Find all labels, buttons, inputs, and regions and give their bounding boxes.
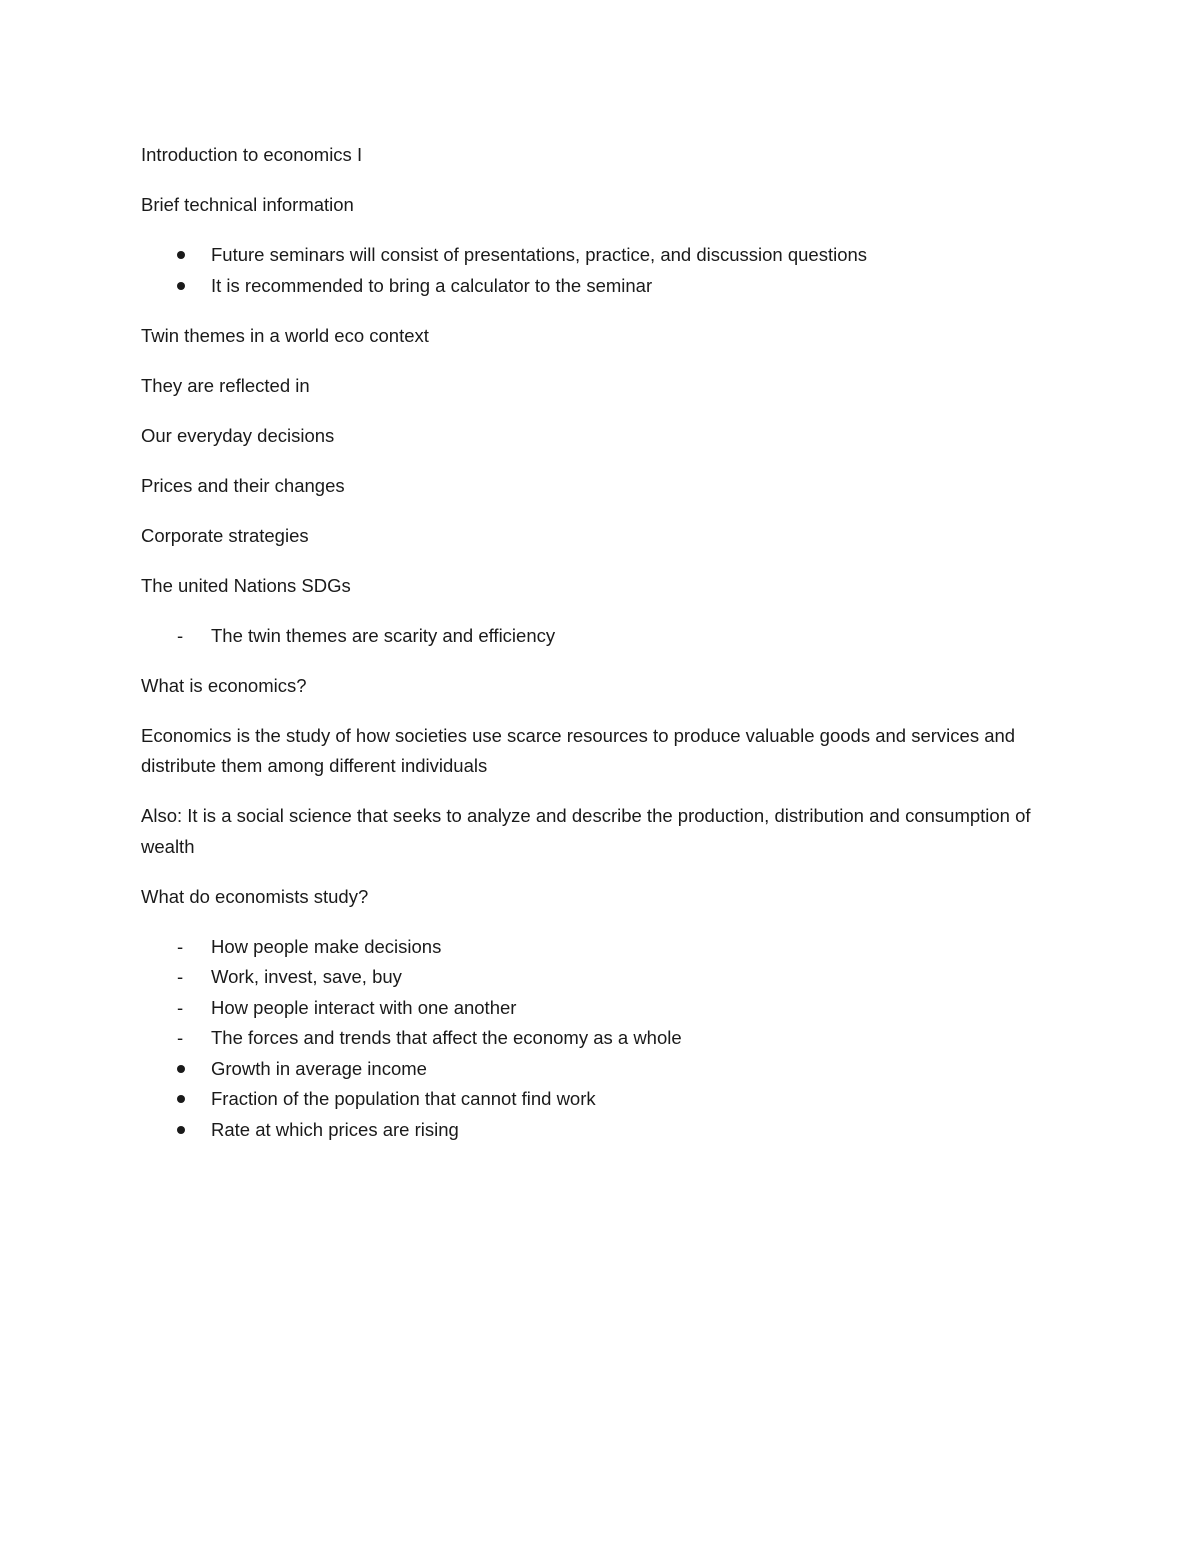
- paragraph-sdgs: The united Nations SDGs: [141, 574, 351, 596]
- paragraph-reflected-in: They are reflected in: [141, 374, 310, 396]
- list-item: [141, 1054, 1071, 1085]
- list-item: [141, 271, 1071, 302]
- paragraph-definition: Economics is the study of how societies use scarce resources to produce valuable goods and services and distribute them among different individuals: [141, 724, 1016, 776]
- paragraph-prices: Prices and their changes: [141, 474, 345, 496]
- list-item: [141, 621, 1071, 652]
- list-item: [141, 1115, 1071, 1146]
- list-item: [141, 1084, 1071, 1115]
- paragraph-corporate: Corporate strategies: [141, 524, 309, 546]
- section-heading-twin-themes: Twin themes in a world eco context: [141, 324, 429, 346]
- list-item: [141, 1023, 1071, 1054]
- paragraph-also: Also: It is a social science that seeks to analyze and describe the production, distribution and consumption of wealth: [141, 805, 1031, 857]
- document-body: [141, 140, 1071, 1165]
- economists-study-list: [141, 932, 1071, 1146]
- list-item: [141, 993, 1071, 1024]
- section-heading-technical: Brief technical information: [141, 194, 354, 215]
- list-item-text: It is recommended to bring a calculator to the seminar: [211, 274, 653, 296]
- list-item: [141, 962, 1071, 993]
- list-item-text: Fraction of the population that cannot find work: [211, 1088, 596, 1109]
- list-item-text: Growth in average income: [211, 1057, 427, 1079]
- list-item-text: The twin themes are scarity and efficiency: [211, 624, 556, 646]
- document-title: Introduction to economics I: [141, 144, 363, 165]
- list-item-text: Rate at which prices are rising: [211, 1118, 459, 1140]
- technical-info-list: [141, 240, 1071, 301]
- list-item-text: How people interact with one another: [211, 996, 517, 1018]
- list-item-text: How people make decisions: [211, 935, 442, 957]
- paragraph-everyday-decisions: Our everyday decisions: [141, 424, 335, 446]
- section-heading-what-is-economics: What is economics?: [141, 674, 307, 696]
- list-item-text: Work, invest, save, buy: [211, 966, 402, 987]
- section-heading-economists-study: What do economists study?: [141, 885, 369, 907]
- twin-themes-list: [141, 621, 1071, 652]
- list-item: [141, 240, 1071, 271]
- list-item: [141, 932, 1071, 963]
- list-item-text: Future seminars will consist of presentations, practice, and discussion questions: [211, 244, 868, 265]
- list-item-text: The forces and trends that affect the economy as a whole: [211, 1027, 682, 1048]
